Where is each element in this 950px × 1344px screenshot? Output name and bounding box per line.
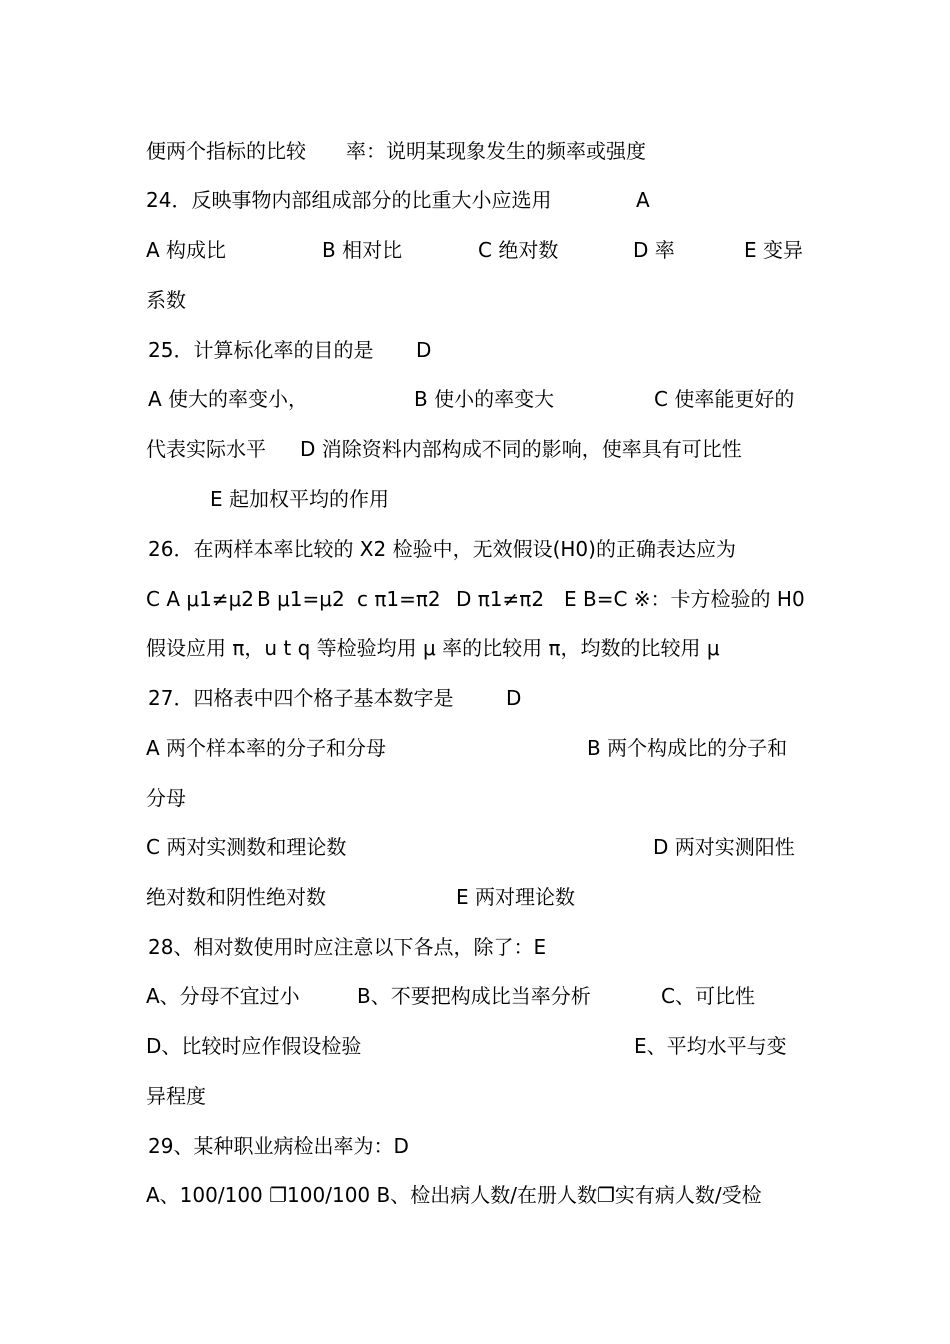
options-line [146, 230, 826, 270]
text-line [146, 131, 826, 171]
option: E、平均水平与变 [634, 1034, 787, 1058]
option: A 使大的率变小， [148, 387, 309, 411]
option-continuation: 绝对数和阴性绝对数 [146, 885, 326, 909]
options-line [146, 728, 826, 768]
option: B 使小的率变大 [414, 387, 555, 411]
options-line [146, 1175, 826, 1215]
option: C 绝对数 [478, 238, 559, 262]
question-27 [146, 678, 826, 718]
option: D、比较时应作假设检验 [146, 1034, 362, 1058]
option: A 两个样本率的分子和分母 [146, 736, 387, 760]
option: C、可比性 [661, 984, 755, 1008]
options-line [146, 976, 826, 1016]
text-line [146, 1076, 826, 1116]
options-line [146, 877, 826, 917]
option: D 消除资料内部构成不同的影响，使率具有可比性 [300, 437, 742, 461]
question-26 [146, 529, 826, 569]
text-span: 便两个指标的比较 [146, 139, 306, 163]
answer-key: D [416, 338, 432, 362]
option: B 相对比 [322, 238, 403, 262]
options-line [146, 827, 826, 867]
question-stem: 24．反映事物内部组成部分的比重大小应选用 [146, 188, 552, 212]
option-continuation: 异程度 [146, 1084, 206, 1108]
question-stem: 26．在两样本率比较的 X2 检验中，无效假设(H0)的正确表达应为 [148, 537, 736, 561]
options-line [146, 429, 826, 469]
option: D 两对实测阳性 [653, 835, 795, 859]
question-stem: 29、某种职业病检出率为：D [148, 1134, 409, 1158]
text-span: 率：说明某现象发生的频率或强度 [346, 139, 646, 163]
option: E 起加权平均的作用 [210, 487, 389, 511]
option: C 两对实测数和理论数 [146, 835, 347, 859]
question-24 [146, 180, 826, 220]
option: c π1=π2 [357, 587, 441, 611]
option: B 两个构成比的分子和 [587, 736, 788, 760]
question-stem: 28、相对数使用时应注意以下各点，除了：E [148, 935, 547, 959]
text-line [146, 628, 826, 668]
options-line [146, 479, 826, 519]
option: A 构成比 [146, 238, 227, 262]
option: D 率 [633, 238, 675, 262]
question-25 [146, 330, 826, 370]
option: A、100/100 ❐100/100 B、检出病人数/在册人数❐实有病人数/受检 [146, 1183, 762, 1207]
option-continuation: 系数 [146, 288, 186, 312]
question-28 [146, 927, 826, 967]
question-stem: 27．四格表中四个格子基本数字是 [148, 686, 454, 710]
option: E 变异 [744, 238, 803, 262]
option: B、不要把构成比当率分析 [357, 984, 591, 1008]
option-continuation: 分母 [146, 786, 186, 810]
option-continuation: 代表实际水平 [146, 437, 266, 461]
note: 假设应用 π，u t q 等检验均用 μ 率的比较用 π，均数的比较用 μ [146, 636, 720, 660]
option: D π1≠π2 [456, 587, 545, 611]
text-line [146, 280, 826, 320]
question-stem: 25．计算标化率的目的是 [148, 338, 374, 362]
option: A、分母不宜过小 [146, 984, 300, 1008]
options-line [146, 379, 826, 419]
options-line [146, 1026, 826, 1066]
answer-key: A [636, 188, 650, 212]
option: B μ1=μ2 [257, 587, 345, 611]
option: E B=C ※：卡方检验的 H0 [564, 587, 805, 611]
answer-key: D [506, 686, 522, 710]
option: E 两对理论数 [456, 885, 575, 909]
option: C A μ1≠μ2 [146, 587, 255, 611]
option: C 使率能更好的 [654, 387, 795, 411]
options-line [146, 579, 826, 619]
text-line [146, 778, 826, 818]
question-29 [146, 1126, 826, 1166]
